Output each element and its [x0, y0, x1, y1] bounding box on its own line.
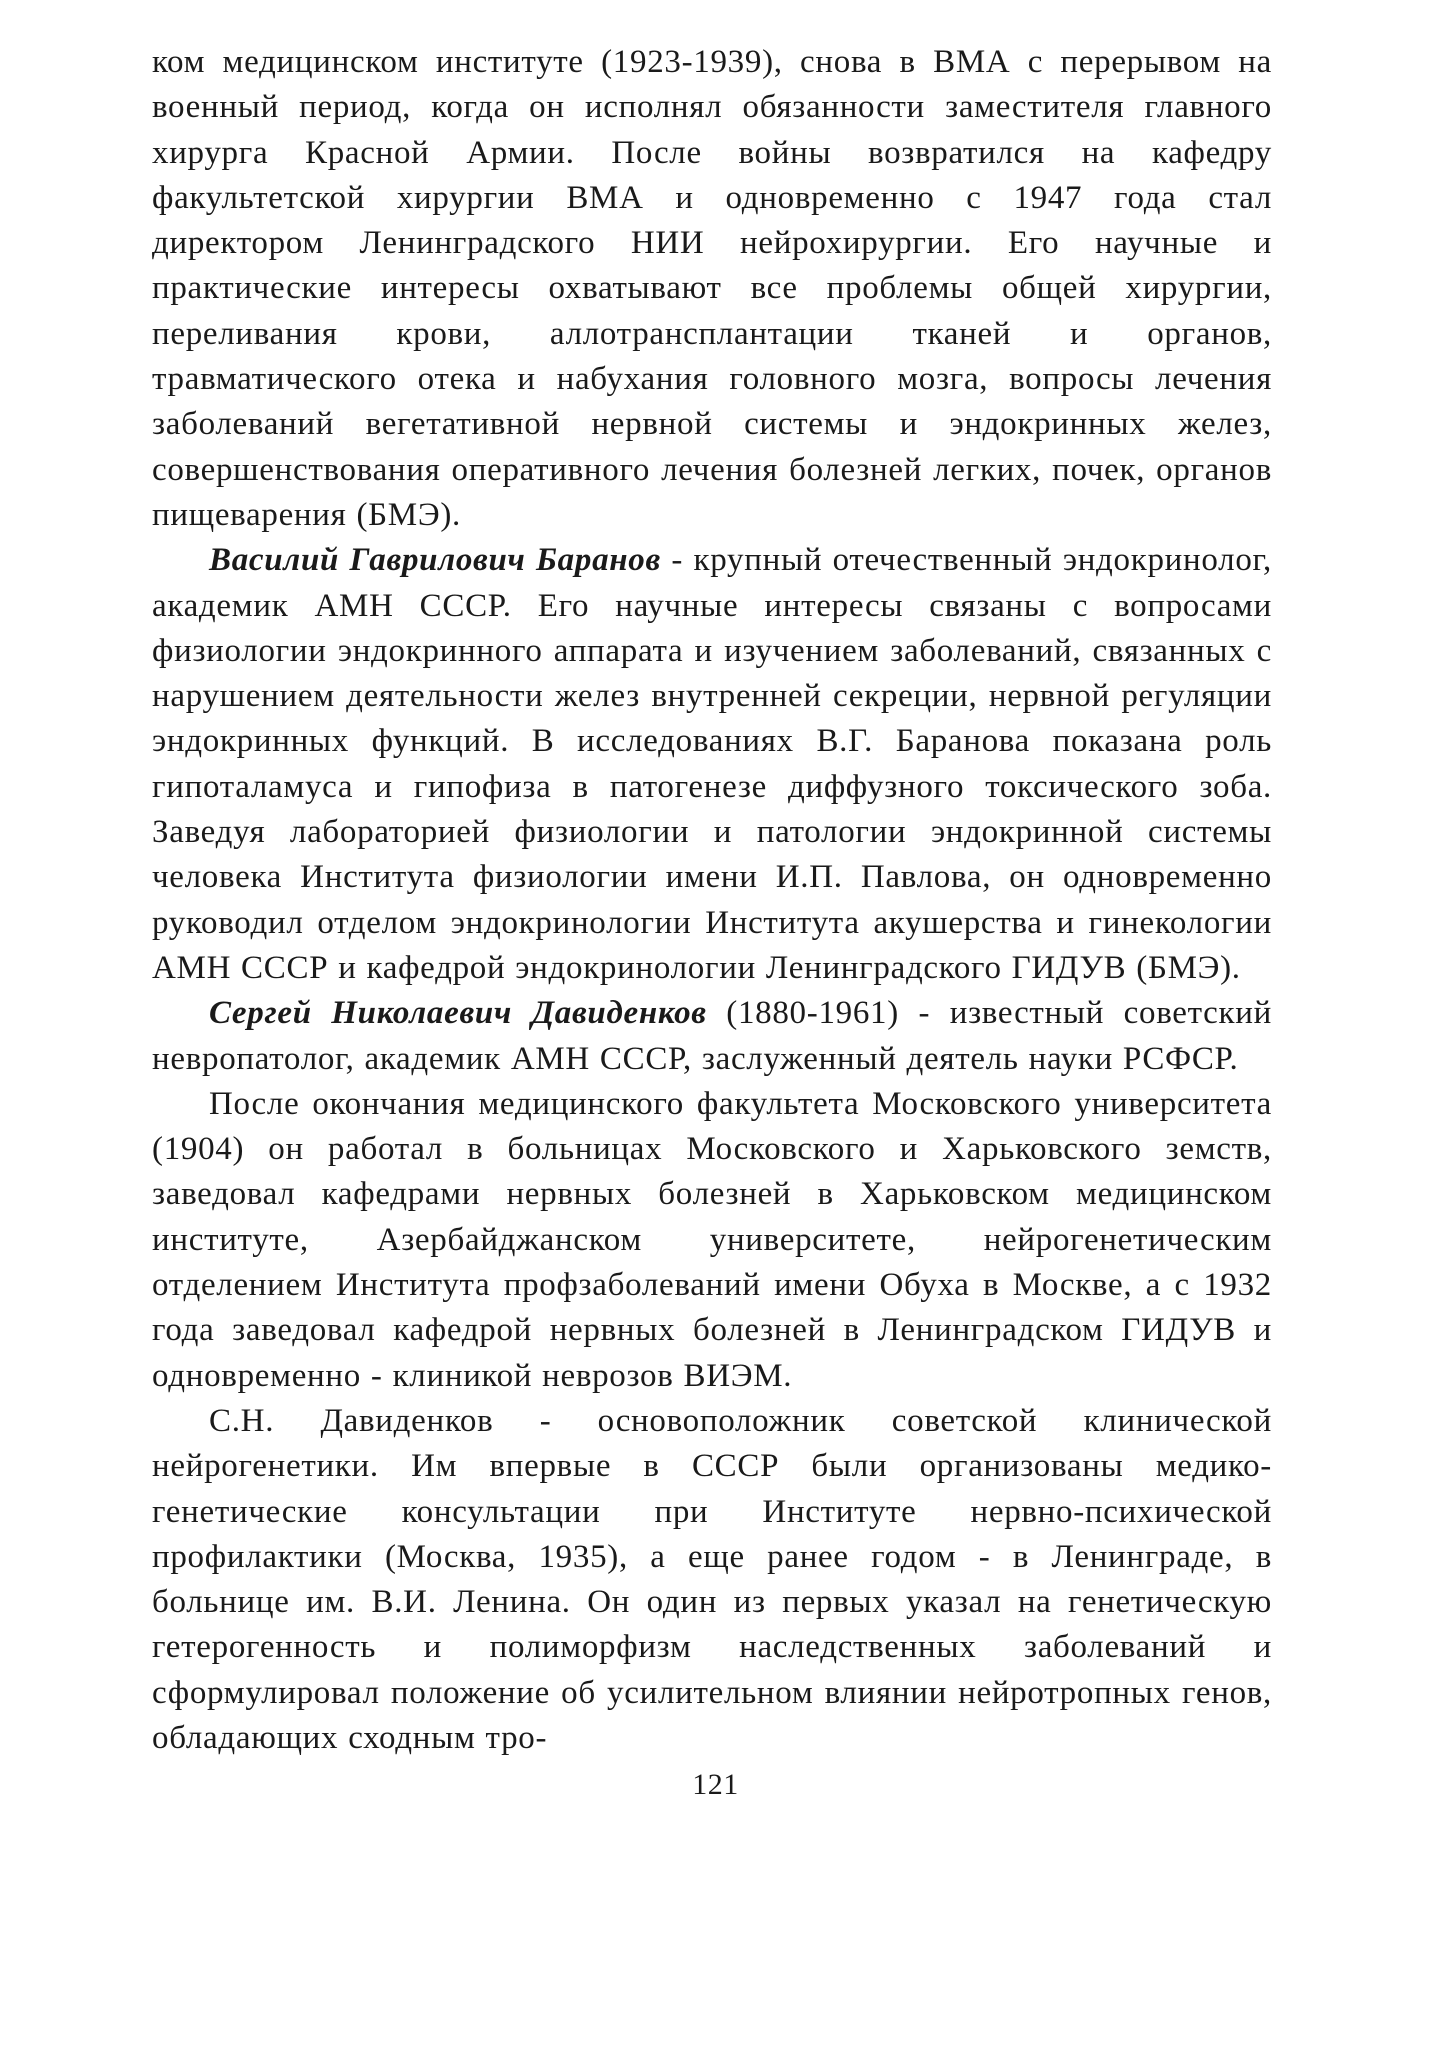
paragraph-text: (1880-1961) - известный советский невропатолог, академик АМН СССР, заслуженный деятель науки РСФСР.: [152, 995, 1272, 1077]
paragraph-davidenkov-intro: [152, 991, 1272, 1082]
paragraph-baranov: [152, 538, 1272, 991]
page-number: 121: [692, 1768, 739, 1801]
paragraph-text: После окончания медицинского факультета Московского университета (1904) он работал в больницах Московского и Харьковского земств, заведовал кафедрами нервных болезней в Харьковском медицинском институте, Азербайджанском университете, нейрогенетическим отделением Института профзаболеваний имени Обуха в Москве, а с 1932 года заведовал кафедрой нервных болезней в Ленинградском ГИДУВ и одновременно - клиникой неврозов ВИЭМ.: [152, 1085, 1272, 1394]
paragraph-text: ком медицинском институте (1923-1939), снова в ВМА с перерывом на военный период, когда он исполнял обязанности заместителя главного хирурга Красной Армии. После войны возвратился на кафедру факультетской хирургии ВМА и одновременно с 1947 года стал директором Ленинградского НИИ нейрохирургии. Его научные и практические интересы охватывают все проблемы общей хирургии, переливания крови, аллотрансплантации тканей и органов, травматического отека и набухания головного мозга, вопросы лечения заболеваний вегетативной нервной системы и эндокринных желез, совершенствования оперативного лечения болезней легких, почек, органов пищеварения (БМЭ).: [152, 44, 1272, 533]
person-name-davidenkov: Сергей Николаевич Давиденков: [209, 995, 707, 1032]
page-text: [152, 40, 1272, 1761]
paragraph-davidenkov-genetics: [152, 1399, 1272, 1761]
person-name-baranov: Василий Гаврилович Баранов: [209, 542, 661, 579]
paragraph-text: С.Н. Давиденков - основоположник советской клинической нейрогенетики. Им впервые в СССР были организованы медико-генетические консультации при Институте нервно-психической профилактики (Москва, 1935), а еще ранее годом - в Ленинграде, в больнице им. В.И. Ленина. Он один из первых указал на генетическую гетерогенность и полиморфизм наследственных заболеваний и сформулировал положение об усилительном влиянии нейротропных генов, обладающих сходным тро-: [152, 1402, 1272, 1756]
paragraph-davidenkov-career: [152, 1082, 1272, 1399]
paragraph-intro-continuation: [152, 40, 1272, 538]
paragraph-text: - крупный отечественный эндокринолог, академик АМН СССР. Его научные интересы связаны с вопросами физиологии эндокринного аппарата и изучением заболеваний, связанных с нарушением деятельности желез внутренней секреции, нервной регуляции эндокринных функций. В исследованиях В.Г. Баранова показана роль гипоталамуса и гипофиза в патогенезе диффузного токсического зоба. Заведуя лабораторией физиологии и патологии эндокринной системы человека Института физиологии имени И.П. Павлова, он одновременно руководил отделом эндокринологии Института акушерства и гинекологии АМН СССР и кафедрой эндокринологии Ленинградского ГИДУВ (БМЭ).: [152, 542, 1272, 986]
